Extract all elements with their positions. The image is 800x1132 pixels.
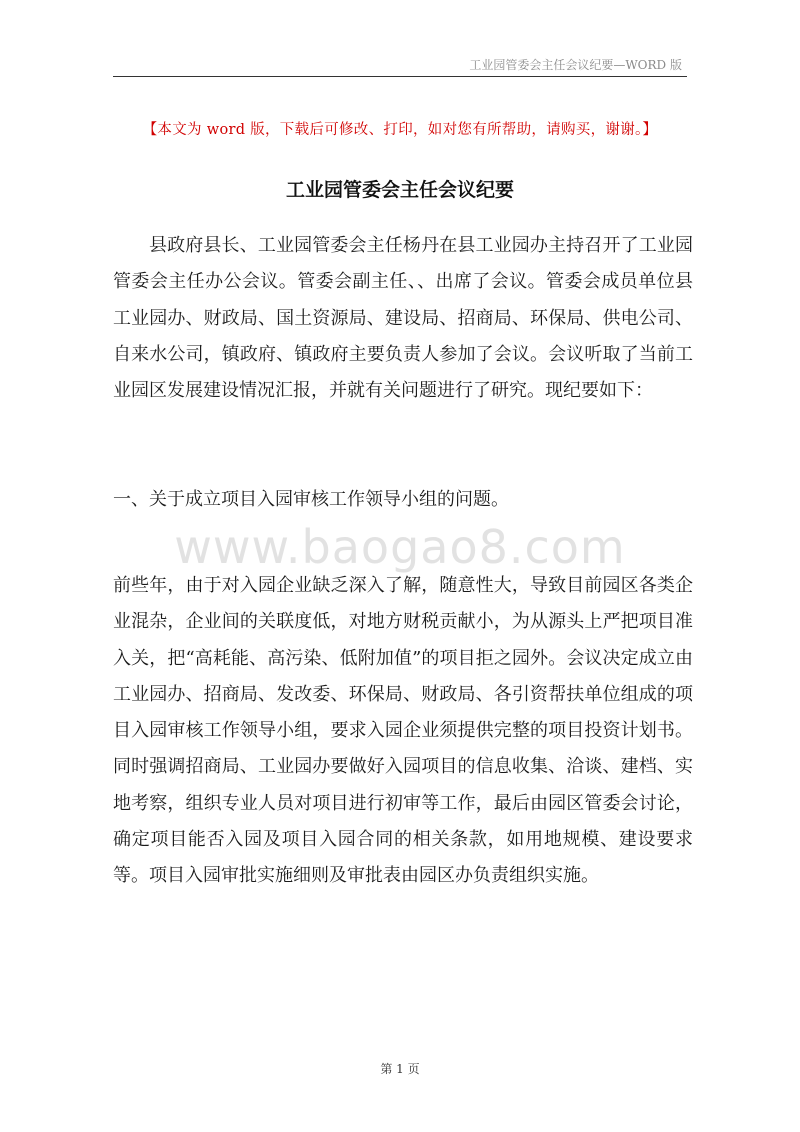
document-title: 工业园管委会主任会议纪要: [285, 179, 514, 201]
section-1-paragraph: 前些年，由于对入园企业缺乏深入了解，随意性大，导致目前园区各类企业混杂，企业间的关联度低，对地方财税贡献小，为从源头上严把项目准入关，把“高耗能、高污染、低附加值”的项目拒之园外。会议决定成立由工业园办、招商局、发改委、环保局、财政局、各引资帮扶单位组成的项目入园审核工作领导小组，要求入园企业须提供完整的项目投资计划书。同时强调招商局、工业园办要做好入园项目的信息收集、洽谈、建档、实地考察，组织专业人员对项目进行初审等工作，最后由园区管委会讨论，确定项目能否入园及项目入园合同的相关条款，如用地规模、建设要求等。项目入园审批实施细则及审批表由园区办负责组织实施。: [113, 575, 693, 887]
watermark: www.baogao8.com: [174, 520, 626, 574]
intro-paragraph: 县政府县长、工业园管委会主任杨丹在县工业园办主持召开了工业园管委会主任办公会议。管委会副主任、、出席了会议。管委会成员单位县工业园办、财政局、国土资源局、建设局、招商局、环保局、供电公司、自来水公司，镇政府、镇政府主要负责人参加了会议。会议听取了当前工业园区发展建设情况汇报，并就有关问题进行了研究。现纪要如下：: [113, 235, 693, 402]
header-divider: [113, 76, 687, 77]
section-heading-1: 一、关于成立项目入园审核工作领导小组的问题。: [113, 489, 509, 510]
running-header: 工业园管委会主任会议纪要—WORD 版: [469, 58, 682, 72]
purchase-notice: 【本文为 word 版，下载后可修改、打印，如对您有所帮助，请购买，谢谢。】: [142, 122, 658, 138]
page-number: 第 1 页: [380, 1062, 420, 1076]
